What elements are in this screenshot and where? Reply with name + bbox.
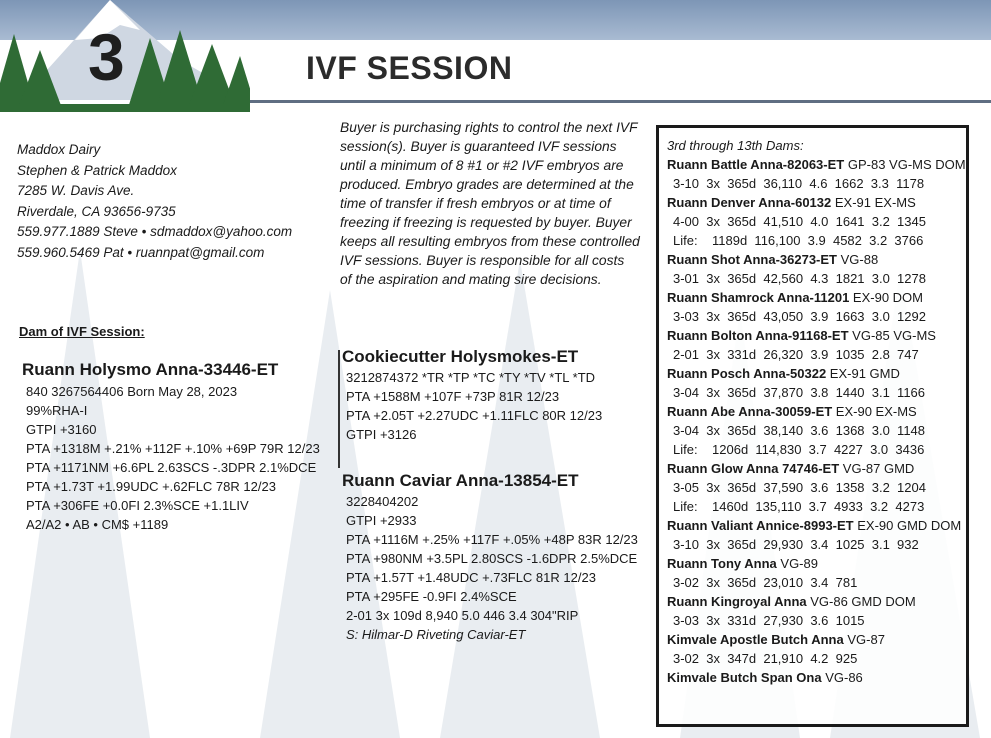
ancestor-dam-name: Ruann Shamrock Anna-11201 <box>667 290 850 305</box>
ancestor-dam <box>667 668 966 687</box>
second-dam-sire: S: Hilmar-D Riveting Caviar-ET <box>346 627 526 642</box>
ancestor-dam-score: VG-87 <box>843 632 885 647</box>
contact-line: 7285 W. Davis Ave. <box>17 183 135 198</box>
ancestor-dam-record: Life: 1189d 116,100 3.9 4582 3.2 3766 <box>673 233 924 248</box>
ancestry-heading: 3rd through 13th Dams: <box>667 138 804 153</box>
dam-section-label: Dam of IVF Session: <box>19 324 145 339</box>
sire-line: PTA +1588M +107F +73P 81R 12/23 <box>346 389 560 404</box>
ancestor-dam-score: VG-86 GMD DOM <box>806 594 916 609</box>
ancestor-dam-record: 3-05 3x 365d 37,590 3.6 1358 3.2 1204 <box>673 480 926 495</box>
ancestor-dam-score: EX-91 EX-MS <box>831 195 916 210</box>
contact-line: Maddox Dairy <box>17 142 101 157</box>
dam-line: GTPI +3160 <box>26 422 97 437</box>
terms-line: IVF sessions. Buyer is responsible for all costs <box>340 253 625 268</box>
contact-line: 559.960.5469 Pat • ruannpat@gmail.com <box>17 244 265 260</box>
dam-line: PTA +1171NM +6.6PL 2.63SCS -.3DPR 2.1%DCE <box>26 460 317 475</box>
dam-line: 99%RHA-I <box>26 403 88 418</box>
ancestor-dam <box>667 250 966 269</box>
dam-line: A2/A2 • AB • CM$ +1189 <box>26 517 169 532</box>
dam-line: PTA +1318M +.21% +112F +.10% +69P 79R 12/23 <box>26 441 320 456</box>
ancestor-dam-score: GP-83 VG-MS DOM <box>844 157 966 172</box>
ancestor-dam-record: 3-02 3x 365d 23,010 3.4 781 <box>673 575 858 590</box>
ancestor-dam-record: Life: 1206d 114,830 3.7 4227 3.0 3436 <box>673 442 925 457</box>
ancestor-dam <box>667 459 966 478</box>
ancestor-dam-record: Life: 1460d 135,110 3.7 4933 3.2 4273 <box>673 499 925 514</box>
ancestor-dam-name: Ruann Valiant Annice-8993-ET <box>667 518 854 533</box>
sire-line: PTA +2.05T +2.27UDC +1.11FLC 80R 12/23 <box>346 408 603 423</box>
ancestor-dam-record: 4-00 3x 365d 41,510 4.0 1641 3.2 1345 <box>673 214 926 229</box>
mountain-trees-logo <box>0 0 250 112</box>
ancestor-dam-name: Ruann Bolton Anna-91168-ET <box>667 328 849 343</box>
ancestor-dam-record: 3-02 3x 347d 21,910 4.2 925 <box>673 651 858 666</box>
sire-line: 3212874372 *TR *TP *TC *TY *TV *TL *TD <box>346 370 596 385</box>
header-divider <box>250 100 991 103</box>
terms-line: session(s). Buyer is guaranteed IVF sessions <box>340 139 617 154</box>
ancestor-dam-name: Ruann Glow Anna 74746-ET <box>667 461 840 476</box>
ancestor-dam-name: Ruann Kingroyal Anna <box>667 594 807 609</box>
second-dam-line: GTPI +2933 <box>346 513 417 528</box>
ancestor-dam-record: 3-03 3x 365d 43,050 3.9 1663 3.0 1292 <box>673 309 926 324</box>
ancestor-dam-score: EX-90 GMD DOM <box>853 518 962 533</box>
terms-line: time of transfer if fresh embryos or at time of <box>340 196 611 211</box>
sire-line: GTPI +3126 <box>346 427 417 442</box>
second-dam-line: 3228404202 <box>346 494 419 509</box>
dam-line: PTA +1.73T +1.99UDC +.62FLC 78R 12/23 <box>26 479 276 494</box>
ancestor-dam-name: Kimvale Butch Span Ona <box>667 670 822 685</box>
second-dam-name: Ruann Caviar Anna-13854-ET <box>342 471 579 490</box>
ancestor-dam <box>667 326 966 345</box>
ancestor-dam <box>667 364 966 383</box>
terms-line: freezing if freezing is requested by buyer. Buyer <box>340 215 632 230</box>
sire-name: Cookiecutter Holysmokes-ET <box>342 347 579 366</box>
ancestor-dam-record: 3-04 3x 365d 37,870 3.8 1440 3.1 1166 <box>673 385 926 400</box>
ancestor-dam <box>667 193 966 212</box>
ancestor-dam-name: Ruann Posch Anna-50322 <box>667 366 827 381</box>
page-title: IVF SESSION <box>306 50 513 86</box>
ancestor-dam-score: EX-90 DOM <box>849 290 923 305</box>
ancestor-dam-score: VG-87 GMD <box>839 461 915 476</box>
ancestor-dam <box>667 155 966 174</box>
lot-number: 3 <box>88 20 125 94</box>
terms-line: Buyer is purchasing rights to control the next IVF <box>340 120 638 135</box>
dam-line: 840 3267564406 Born May 28, 2023 <box>26 384 238 399</box>
ancestry-list <box>667 155 966 687</box>
ancestor-dam-name: Ruann Denver Anna-60132 <box>667 195 832 210</box>
ancestor-dam-name: Ruann Shot Anna-36273-ET <box>667 252 837 267</box>
contact-line: Riverdale, CA 93656-9735 <box>17 203 176 219</box>
terms-line: keeps all resulting embryos from these controlled <box>340 234 640 249</box>
second-dam-line: PTA +980NM +3.5PL 2.80SCS -1.6DPR 2.5%DCE <box>346 551 638 566</box>
ancestry-box <box>656 125 969 727</box>
ancestor-dam-score: VG-88 <box>836 252 879 267</box>
second-dam-line: PTA +1116M +.25% +117F +.05% +48P 83R 12/23 <box>346 532 638 547</box>
ancestor-dam-record: 3-10 3x 365d 36,110 4.6 1662 3.3 1178 <box>673 176 925 191</box>
ancestor-dam-record: 3-10 3x 365d 29,930 3.4 1025 3.1 932 <box>673 537 919 552</box>
terms-text <box>340 118 640 289</box>
contact-line: Stephen & Patrick Maddox <box>17 162 177 178</box>
terms-line: produced. Embryo grades are determined at the <box>340 177 634 192</box>
ancestor-dam <box>667 516 966 535</box>
second-dam-line: PTA +1.57T +1.48UDC +.73FLC 81R 12/23 <box>346 570 596 585</box>
contact-line: 559.977.1889 Steve • sdmaddox@yahoo.com <box>17 224 293 239</box>
second-dam-block <box>342 470 638 644</box>
ancestor-dam-record: 3-01 3x 365d 42,560 4.3 1821 3.0 1278 <box>673 271 926 286</box>
ancestor-dam-score: EX-90 EX-MS <box>832 404 917 419</box>
ancestor-dam-name: Ruann Battle Anna-82063-ET <box>667 157 845 172</box>
terms-line: until a minimum of 8 #1 or #2 IVF embryos are <box>340 158 624 173</box>
ancestor-dam <box>667 554 966 573</box>
ancestor-dam-record: 2-01 3x 331d 26,320 3.9 1035 2.8 747 <box>673 347 919 362</box>
ancestor-dam <box>667 630 966 649</box>
ancestor-dam <box>667 402 966 421</box>
ancestor-dam-score: VG-89 <box>776 556 818 571</box>
ancestor-dam-name: Ruann Tony Anna <box>667 556 777 571</box>
second-dam-line: 2-01 3x 109d 8,940 5.0 446 3.4 304"RIP <box>346 608 579 623</box>
terms-line: of the aspiration and mating sire decisions. <box>340 272 602 287</box>
ancestor-dam-score: VG-85 VG-MS <box>848 328 936 343</box>
second-dam-line: PTA +295FE -0.9FI 2.4%SCE <box>346 589 517 604</box>
sire-block <box>342 346 603 444</box>
ancestor-dam <box>667 592 966 611</box>
ancestor-dam-name: Kimvale Apostle Butch Anna <box>667 632 844 647</box>
sire-divider <box>338 350 340 468</box>
ancestor-dam-record: 3-04 3x 365d 38,140 3.6 1368 3.0 1148 <box>673 423 926 438</box>
ancestor-dam-score: EX-91 GMD <box>826 366 900 381</box>
ancestor-dam-name: Ruann Abe Anna-30059-ET <box>667 404 833 419</box>
dam-line: PTA +306FE +0.0FI 2.3%SCE +1.1LIV <box>26 498 249 513</box>
seller-contact <box>17 140 292 263</box>
ancestor-dam-record: 3-03 3x 331d 27,930 3.6 1015 <box>673 613 865 628</box>
ancestor-dam-score: VG-86 <box>821 670 863 685</box>
dam-name: Ruann Holysmo Anna-33446-ET <box>22 360 279 379</box>
dam-block <box>22 360 320 534</box>
ancestor-dam <box>667 288 966 307</box>
